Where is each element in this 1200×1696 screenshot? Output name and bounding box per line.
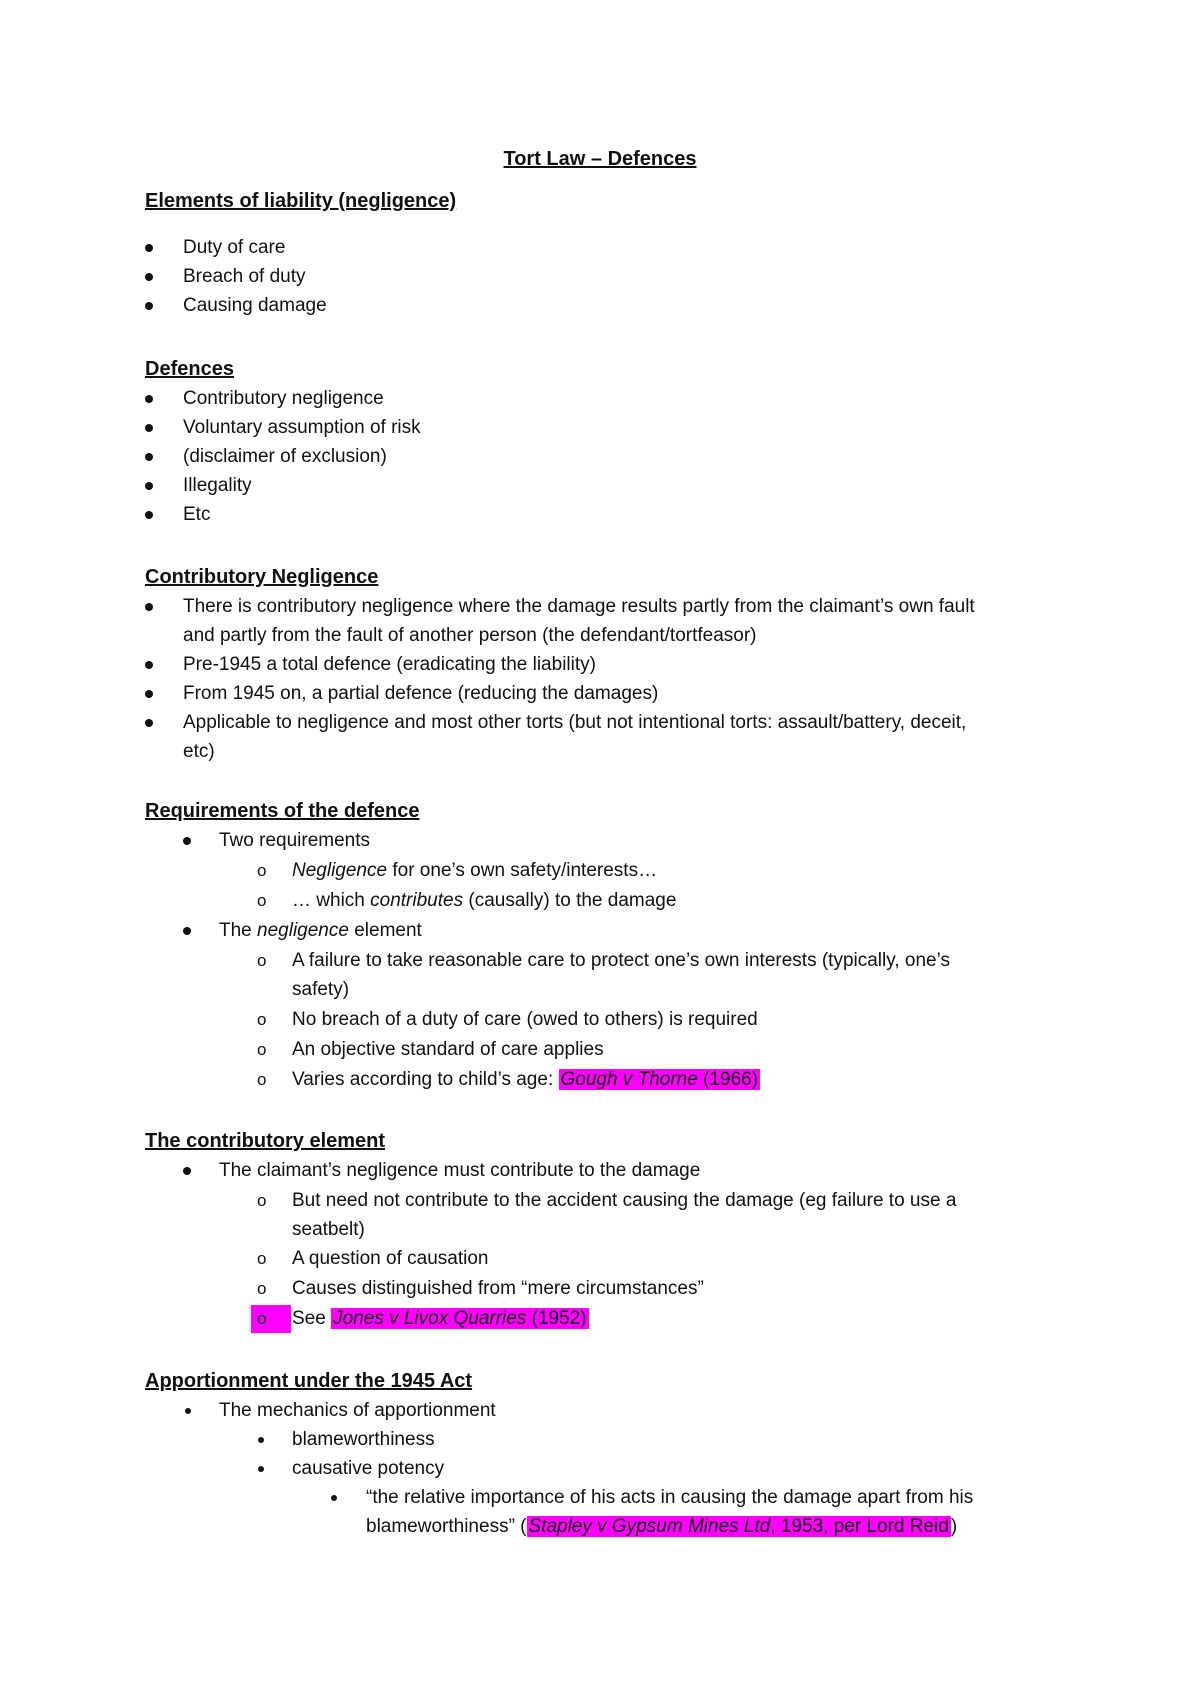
list-item: Illegality [183, 475, 252, 496]
list-item: The negligence element [219, 920, 422, 941]
list-item: Negligence for one’s own safety/interests… [292, 860, 658, 881]
sub-bullet-o: o [257, 1191, 267, 1210]
heading-apportionment: Apportionment under the 1945 Act [145, 1370, 473, 1392]
list-item: Applicable to negligence and most other torts (but not intentional torts: assault/battery, deceit, [183, 712, 967, 733]
page-title: Tort Law – Defences [503, 148, 697, 170]
list-item: But need not contribute to the accident causing the damage (eg failure to use a [292, 1190, 957, 1211]
list-item: The mechanics of apportionment [219, 1400, 496, 1421]
bullet-icon [145, 690, 153, 698]
bullet-icon [145, 661, 153, 669]
sub-bullet-o: o [257, 891, 267, 910]
bullet-icon [258, 1466, 264, 1472]
bullet-icon [145, 603, 153, 611]
list-item: Pre-1945 a total defence (eradicating the liability) [183, 654, 596, 675]
list-item-continuation: etc) [183, 741, 215, 762]
bullet-icon [331, 1495, 337, 1501]
list-item: From 1945 on, a partial defence (reducing the damages) [183, 683, 659, 704]
list-item: … which contributes (causally) to the damage [292, 890, 677, 911]
bullet-icon [183, 837, 191, 845]
case-citation-highlight: Gough v Thorne (1966) [560, 1069, 759, 1090]
list-item-continuation: seatbelt) [292, 1219, 365, 1240]
sub-bullet-o: o [257, 1070, 267, 1089]
bullet-icon [183, 927, 191, 935]
bullet-icon [258, 1437, 264, 1443]
list-item: Duty of care [183, 237, 286, 258]
list-item: (disclaimer of exclusion) [183, 446, 387, 467]
bullet-icon [145, 511, 153, 519]
sub-bullet-o: o [257, 1279, 267, 1298]
bullet-icon [145, 244, 153, 252]
list-item: A question of causation [292, 1248, 489, 1269]
list-item: causative potency [292, 1458, 445, 1479]
case-citation-highlight: Stapley v Gypsum Mines Ltd, 1953, per Lord Reid [528, 1516, 949, 1537]
heading-defences: Defences [145, 358, 234, 380]
list-item: There is contributory negligence where the damage results partly from the claimant’s own fault [183, 596, 975, 617]
list-item: No breach of a duty of care (owed to others) is required [292, 1009, 758, 1030]
sub-bullet-o: o [257, 951, 267, 970]
list-item: Etc [183, 504, 211, 525]
sub-bullet-o: o [257, 1309, 267, 1328]
list-item: Breach of duty [183, 266, 306, 287]
list-item: Voluntary assumption of risk [183, 417, 421, 438]
list-item: Contributory negligence [183, 388, 384, 409]
list-item: Varies according to child’s age: Gough v Thorne (1966) [292, 1069, 759, 1090]
sub-bullet-o: o [257, 1040, 267, 1059]
bullet-icon [145, 453, 153, 461]
list-item: A failure to take reasonable care to protect one’s own interests (typically, one’s [292, 950, 950, 971]
sub-bullet-o: o [257, 861, 267, 880]
list-item: An objective standard of care applies [292, 1039, 604, 1060]
bullet-icon [145, 719, 153, 727]
case-citation-highlight: Jones v Livox Quarries (1952) [333, 1308, 587, 1329]
sub-bullet-o: o [257, 1010, 267, 1029]
bullet-icon [183, 1167, 191, 1175]
list-item: Causes distinguished from “mere circumstances” [292, 1278, 704, 1299]
list-item: Causing damage [183, 295, 327, 316]
list-item-continuation: safety) [292, 979, 350, 1000]
list-item: The claimant’s negligence must contribute to the damage [219, 1160, 701, 1181]
bullet-icon [145, 482, 153, 490]
heading-contributory-negligence: Contributory Negligence [145, 566, 379, 588]
list-item: “the relative importance of his acts in causing the damage apart from his [366, 1487, 974, 1508]
bullet-icon [145, 424, 153, 432]
list-item-continuation: and partly from the fault of another person (the defendant/tortfeasor) [183, 625, 757, 646]
bullet-icon [145, 395, 153, 403]
list-item: Two requirements [219, 830, 371, 851]
list-item: blameworthiness [292, 1429, 435, 1450]
heading-elements-of-liability: Elements of liability (negligence) [145, 190, 457, 212]
list-item: See Jones v Livox Quarries (1952) [292, 1308, 587, 1329]
sub-bullet-o: o [257, 1249, 267, 1268]
bullet-icon [145, 302, 153, 310]
bullet-icon [185, 1408, 191, 1414]
bullet-icon [145, 273, 153, 281]
heading-requirements: Requirements of the defence [145, 800, 420, 822]
heading-contributory-element: The contributory element [145, 1130, 386, 1152]
list-item-continuation: blameworthiness” ( Stapley v Gypsum Mines Ltd, 1953, per Lord Reid ) [366, 1516, 958, 1537]
